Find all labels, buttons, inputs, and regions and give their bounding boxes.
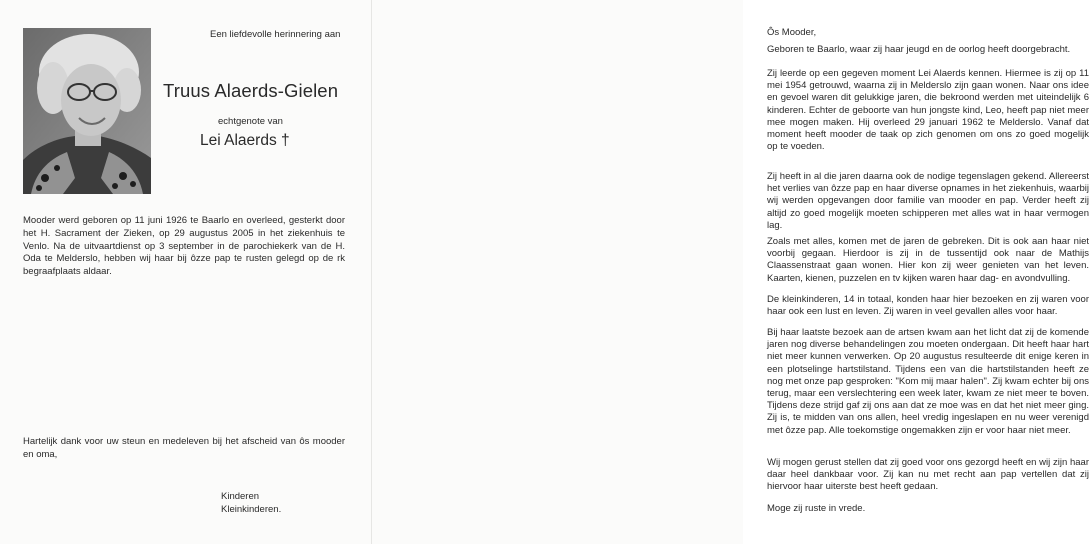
paragraph-gratitude: Wij mogen gerust stellen dat zij goed voor ons gezorgd heeft en wij zijn haar daar heel dankbaar voor. Zij kan nu met recht aan pap vertellen dat zij hiervoor haar uiterste best heeft gedaan. [767,457,1089,493]
deceased-name: Truus Alaerds-Gielen [163,80,339,101]
paragraph-birth: Geboren te Baarlo, waar zij haar jeugd en de oorlog heeft doorgebracht. [767,44,1071,55]
intro-text: Een liefdevolle herinnering aan [210,29,341,40]
paragraph-grandchildren: De kleinkinderen, 14 in totaal, konden haar hier bezoeken en zij waren voor haar ook een lust en leven. Zij waren in veel gevallen alles voor haar. [767,294,1089,318]
signature-block [221,490,281,517]
portrait-photo [23,28,151,194]
paragraph-setbacks: Zij heeft in al die jaren daarna ook de nodige tegenslagen gekend. Allereerst het verlies van ôzze pap en haar diverse opnames in het ziekenhuis, waarbij wij werden opgevangen door familie van mooder en pap. Verder heeft zij altijd zo goed mogelijk moeten schipperen met alles wat in haar vermogen lag. [767,171,1089,231]
left-page [0,0,371,544]
spouse-name: Lei Alaerds † [200,132,290,149]
portrait-image [23,28,151,194]
salutation: Ôs Mooder, [767,27,817,38]
signature-grandchildren: Kleinkinderen. [221,504,282,516]
signature-children: Kinderen [221,491,260,502]
paragraph-final-illness: Bij haar laatste bezoek aan de artsen kwam aan het licht dat zij de komende jaren nog diverse behandelingen zou moeten ondergaan. Dit heeft haar hart niet meer kunnen verwerken. Op 20 augustus resulteerde dit enige keren in een plotselinge hartstilstand. Tijdens een van die hartstilstanden heeft ze nog met onze pap gesproken: "Kom mij maar halen". Zij kwam echter bij ons terug, maar een verslechtering een week later, kwam ze niet meer te boven. Tijdens deze strijd gaf zij ons aan dat ze moe was en dat het niet meer ging. Zij is, te midden van ons allen, heel vredig ingeslapen en nu weer verenigd met ôzze pap. Alle toekomstige ongemakken zijn er voor haar niet meer. [767,327,1089,436]
paragraph-closing: Moge zij ruste in vrede. [767,503,866,514]
spouse-label: echtgenote van [218,116,283,127]
thanks-paragraph: Hartelijk dank voor uw steun en medeleven bij het afscheid van ôs mooder en oma, [23,436,345,460]
paragraph-ailments: Zoals met alles, komen met de jaren de gebreken. Dit is ook aan haar niet voorbij gegaan. Hierdoor is zij in de tussentijd ook naar de Mathijs Claassenstraat gaan wonen. Hier kon zij weer genieten van het leven. Kaarten, kienen, puzzelen en tv kijken waren haar dag- en avondvulling. [767,236,1089,284]
paragraph-marriage: Zij leerde op een gegeven moment Lei Alaerds kennen. Hiermee is zij op 11 mei 1954 getrouwd, waarna zij in Melderslo zijn gaan wonen. Naar ons idee en gevoel waren dit gelukkige jaren, die bekroond werden met uiteindelijk 6 kinderen. Echter de geboorte van hun jongste kind, Leo, heeft pap niet meer mee mogen maken. Hij overleed 29 januari 1962 te Melderslo. Vanaf dat moment heeft mooder de taak op zich genomen om ons zo goed mogelijk op te voeden. [767,68,1089,153]
right-page [371,0,1089,544]
biography-paragraph: Mooder werd geboren op 11 juni 1926 te Baarlo en overleed, gesterkt door het H. Sacrament der Zieken, op 29 augustus 2005 in het ziekenhuis te Venlo. Na de uitvaartdienst op 3 september in de parochiekerk van de H. Oda te Melderslo, hebben wij haar bij ôzze pap te rusten gelegd op de rk begraafplaats aldaar. [23,215,345,278]
